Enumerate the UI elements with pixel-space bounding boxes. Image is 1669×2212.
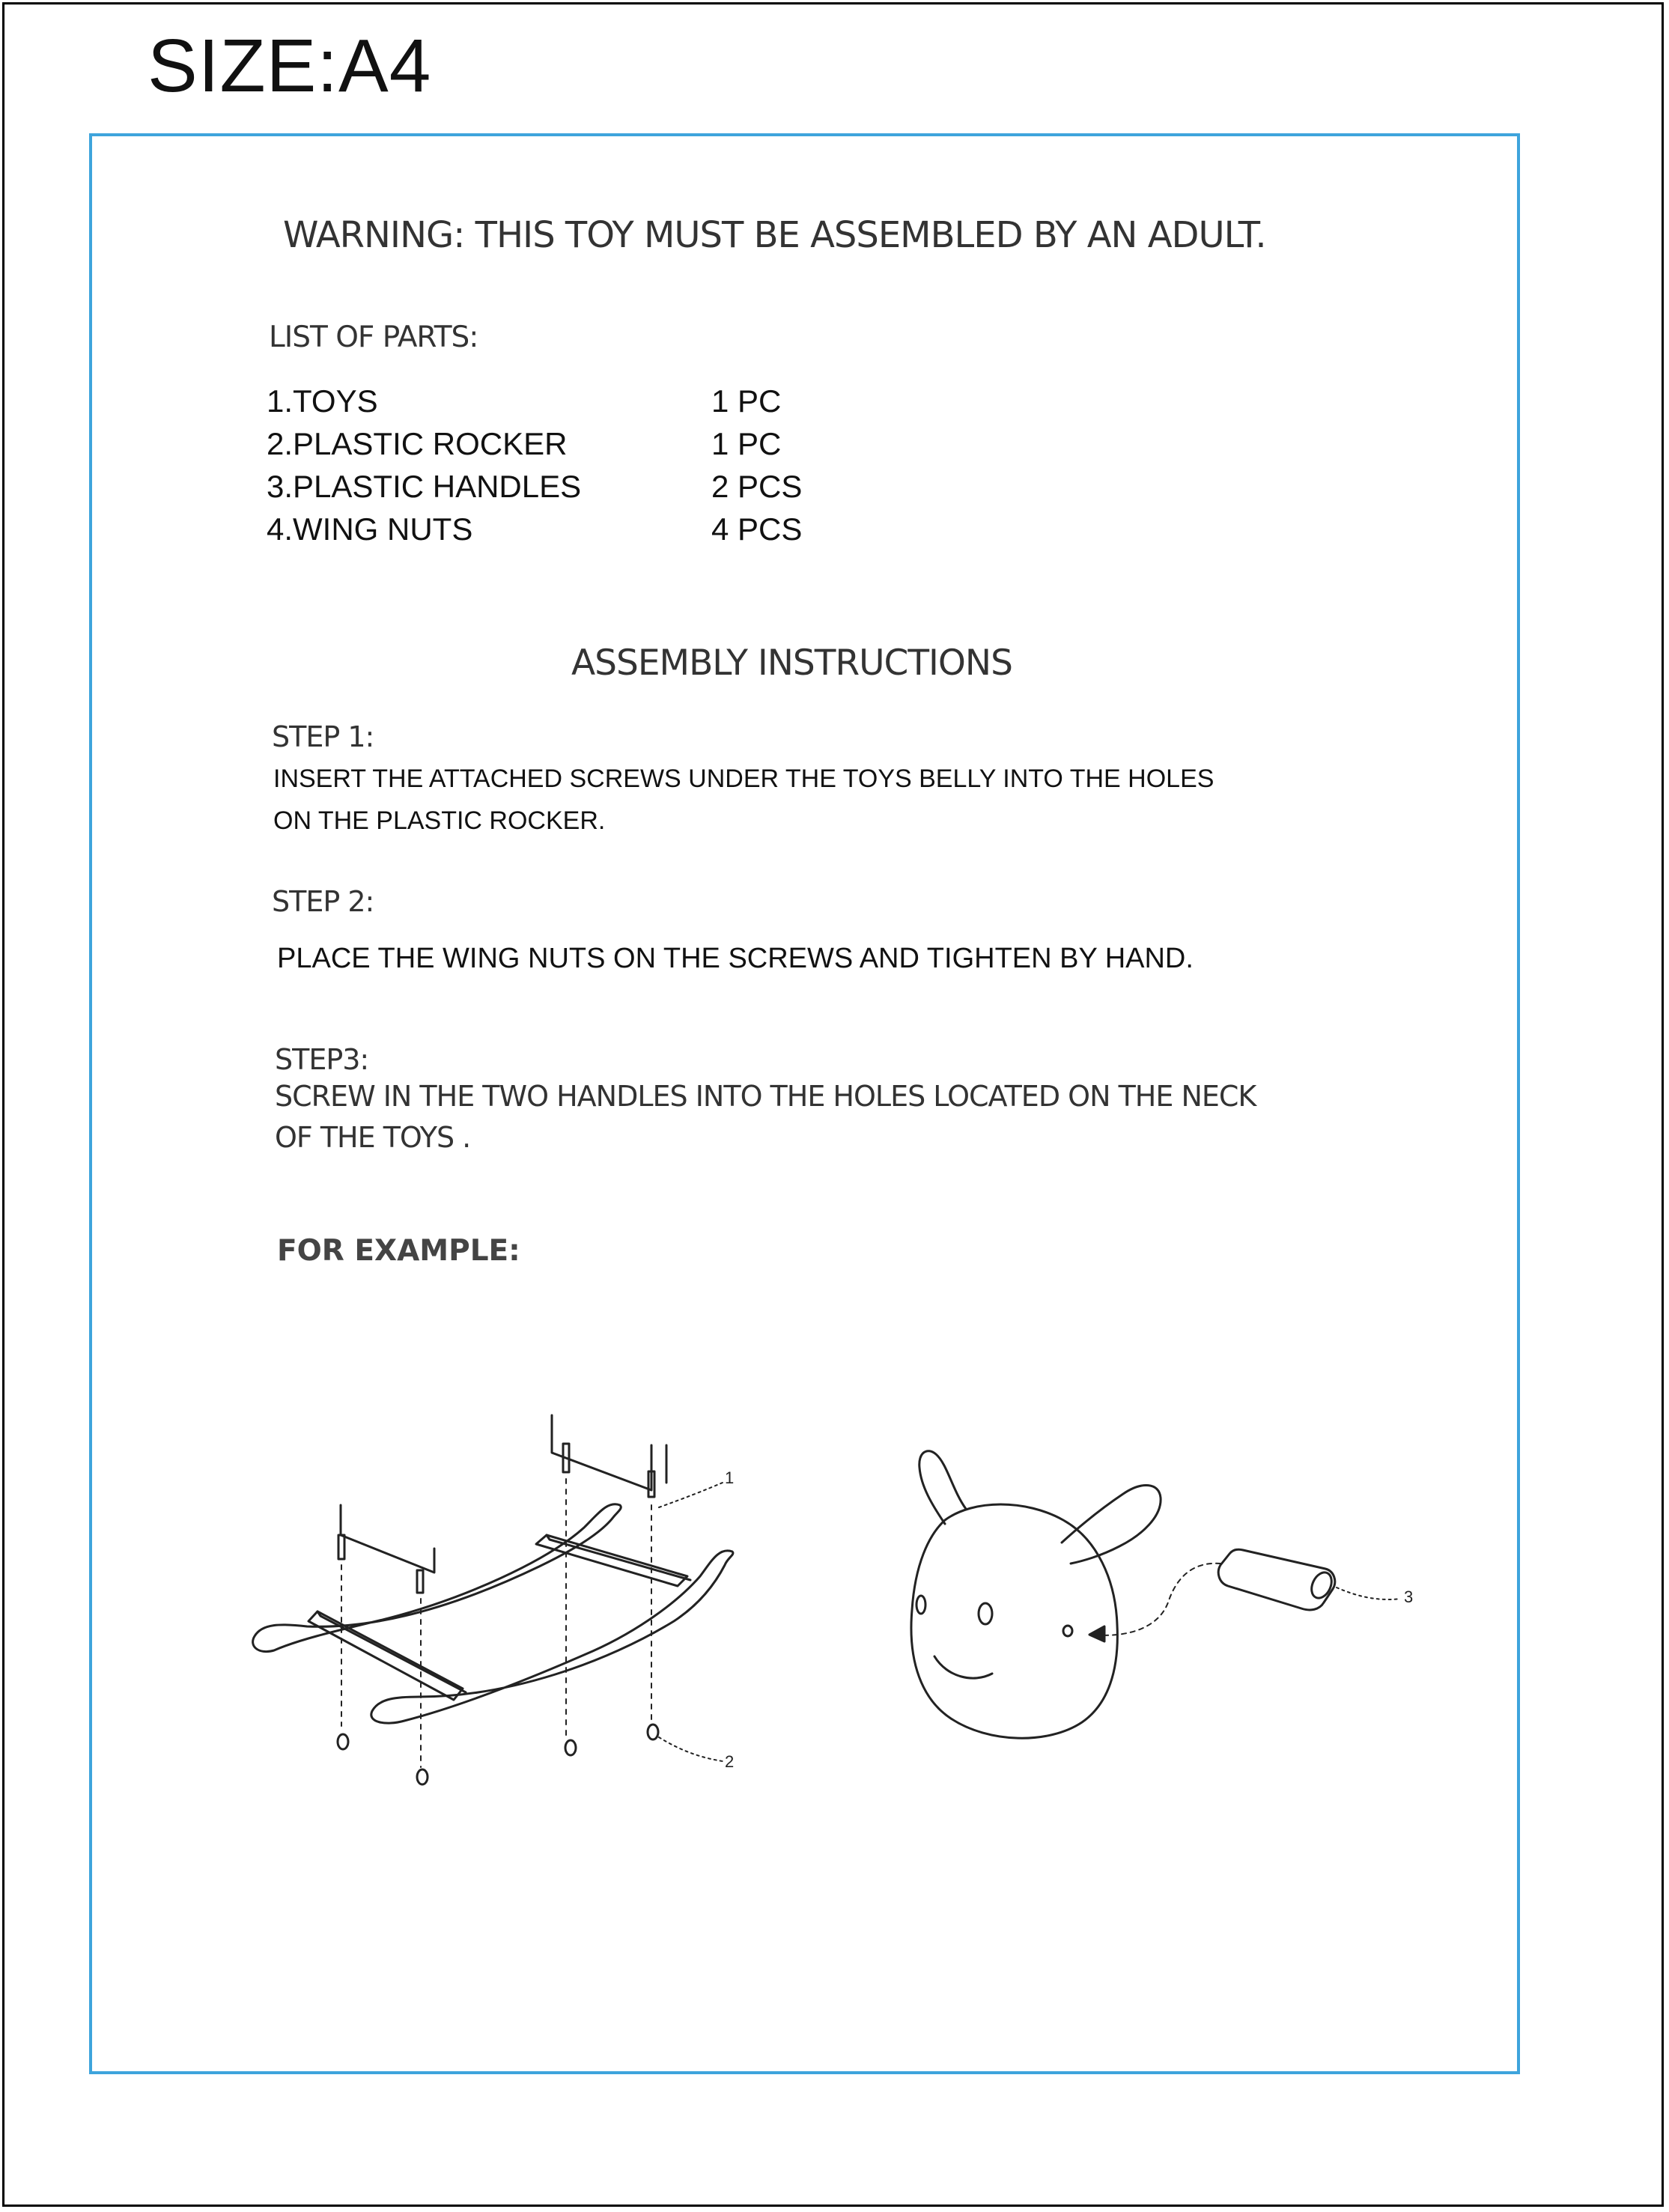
arrow-icon (1089, 1626, 1104, 1641)
callout-leader (659, 1483, 723, 1507)
part-name: 1.TOYS (267, 383, 378, 419)
wing-nut-icon (338, 1725, 658, 1784)
insertion-guide-line (1089, 1564, 1220, 1635)
warning-heading: WARNING: THIS TOY MUST BE ASSEMBLED BY AN ADULT. (283, 214, 1266, 256)
screw-icon (338, 1444, 654, 1593)
callout-leader (1337, 1587, 1400, 1599)
toy-belly-outline (341, 1415, 666, 1573)
part-quantity: 1 PC (711, 383, 782, 419)
toy-head-illustration (911, 1451, 1161, 1739)
rocker-crossbar (536, 1535, 690, 1586)
callout-leader (659, 1737, 723, 1761)
callout-3: 3 (1404, 1587, 1414, 1606)
callout-1: 1 (725, 1468, 735, 1487)
step-2-text: PLACE THE WING NUTS ON THE SCREWS AND TIGHTEN BY HAND. (277, 943, 1194, 974)
handle-icon (1218, 1549, 1335, 1610)
part-quantity: 2 PCS (711, 469, 803, 504)
callout-2: 2 (725, 1752, 735, 1771)
assembly-instructions-title: ASSEMBLY INSTRUCTIONS (571, 642, 1012, 684)
part-name: 3.PLASTIC HANDLES (267, 469, 582, 504)
step-1-line: ON THE PLASTIC ROCKER. (273, 806, 606, 835)
rocker-crossbar (308, 1611, 466, 1700)
part-quantity: 1 PC (711, 426, 782, 461)
step-1-line: INSERT THE ATTACHED SCREWS UNDER THE TOYS BELLY INTO THE HOLES (273, 765, 1214, 793)
part-name: 4.WING NUTS (267, 511, 473, 547)
step-3-line: SCREW IN THE TWO HANDLES INTO THE HOLES LOCATED ON THE NECK (275, 1080, 1256, 1113)
parts-list-title: LIST OF PARTS: (269, 320, 478, 354)
example-label: FOR EXAMPLE: (277, 1234, 520, 1268)
part-name: 2.PLASTIC ROCKER (267, 426, 568, 461)
part-quantity: 4 PCS (711, 511, 803, 547)
size-label: SIZE:A4 (148, 24, 432, 108)
step-2-label: STEP 2: (272, 885, 374, 918)
step-3-line: OF THE TOYS . (275, 1121, 471, 1154)
step-1-label: STEP 1: (272, 720, 374, 753)
step-3-label: STEP3: (275, 1043, 369, 1076)
